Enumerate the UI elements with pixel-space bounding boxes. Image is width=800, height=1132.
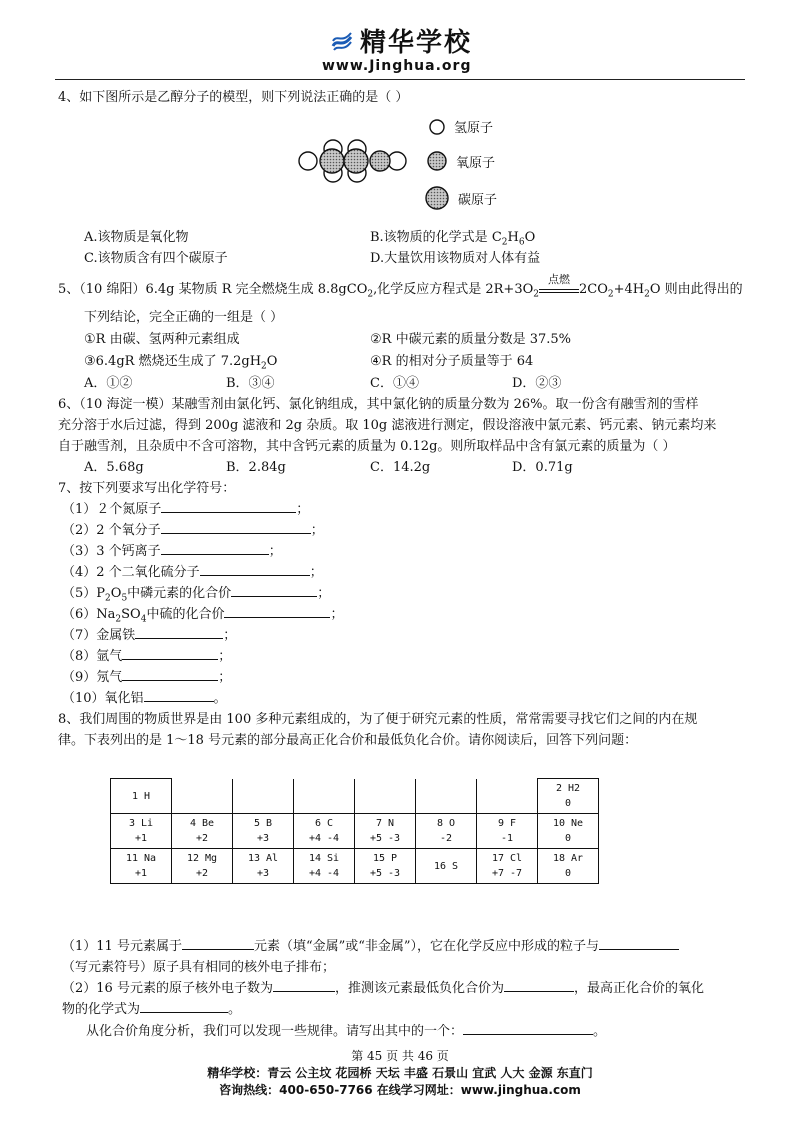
answer-blank[interactable] — [161, 521, 311, 534]
q6-line-2: 充分溶于水后过滤，得到 200g 滤液和 2g 杂质。取 10g 滤液进行测定，假设溶液中氯元素、钙元素、钠元素均来 — [58, 418, 717, 433]
ethanol-molecule-diagram — [296, 137, 410, 185]
q5-choice-c: C．①④ — [370, 376, 419, 391]
table-cell: 5 B +3 — [233, 814, 294, 849]
answer-blank[interactable] — [273, 979, 335, 992]
answer-blank[interactable] — [200, 563, 310, 576]
answer-blank[interactable] — [135, 626, 223, 639]
answer-blank[interactable] — [140, 1000, 228, 1013]
q7-item-8: （8）氩气 ； — [62, 649, 232, 664]
header-rule — [55, 79, 745, 80]
answer-blank[interactable] — [161, 542, 269, 555]
school-logo — [330, 22, 472, 59]
q8-line-2: 律。下表列出的是 1～18 号元素的部分最高正化合价和最低负化合价。请你阅读后，回答下列问题： — [58, 733, 638, 748]
q5-statement-4: ④R 的相对分子质量等于 64 — [370, 354, 534, 369]
q5-statement-2: ②R 中碳元素的质量分数是 37.5% — [370, 332, 572, 347]
q4-stem: 4、如下图所示是乙醇分子的模型，则下列说法正确的是（ ） — [58, 90, 409, 105]
element-valence-table — [110, 778, 599, 884]
q5-choice-b: B．③④ — [226, 376, 275, 391]
answer-blank[interactable] — [122, 647, 218, 660]
q7-item-7: （7）金属铁 ； — [62, 628, 237, 643]
q7-stem: 7、按下列要求写出化学符号： — [58, 481, 236, 496]
q5-choice-d: D．②③ — [512, 376, 562, 391]
carbon-atom — [344, 149, 368, 173]
hydrogen-atom — [388, 152, 406, 170]
table-row — [111, 814, 599, 849]
q7-item-2: （2）2 个氧分子 ； — [62, 523, 324, 538]
legend-oxygen — [426, 150, 495, 172]
q7-item-4: （4）2 个二氧化硫分子 ； — [62, 565, 323, 580]
q5-stem: 5、（10 绵阳）6.4g 某物质 R 完全燃烧生成 8.8gCO$_2$,化学反应方程式是 $2R+3O_2$ 点燃 $2CO_2+4H_2O$ 则由此得出的 — [58, 273, 743, 300]
school-name: 精华学校 — [360, 28, 473, 58]
hydrogen-atom — [299, 152, 317, 170]
table-cell: 15 P +5 -3 — [355, 849, 416, 884]
q6-line-1: 6、（10 海淀一模）某融雪剂由氯化钙、氯化钠组成，其中氯化钠的质量分数为 26%。取一份含有融雪剂的雪样 — [58, 397, 699, 412]
table-cell: 7 N +5 -3 — [355, 814, 416, 849]
school-url: www.Jinghua.org — [322, 58, 472, 74]
table-cell-he: 2 H2 0 — [538, 779, 599, 814]
q4-option-d: D.大量饮用该物质对人体有益 — [370, 251, 541, 266]
answer-blank[interactable] — [144, 689, 214, 702]
answer-blank[interactable] — [599, 937, 679, 950]
legend-hydrogen-label: 氢原子 — [454, 121, 494, 136]
answer-blank[interactable] — [161, 500, 296, 513]
q6-choice-b: B．2.84g — [226, 460, 286, 475]
table-cell: 8 O -2 — [416, 814, 477, 849]
answer-blank[interactable] — [231, 584, 317, 597]
footer-campuses: 精华学校：青云 公主坟 花园桥 天坛 丰盛 石景山 宜武 人大 金源 东直门 — [207, 1066, 593, 1080]
q8-line-1: 8、我们周围的物质世界是由 100 多种元素组成的，为了便于研究元素的性质，常常需要寻找它们之间的内在规 — [58, 712, 698, 727]
table-cell: 6 C +4 -4 — [294, 814, 355, 849]
q5-stem-line2: 下列结论，完全正确的一组是（ ） — [84, 310, 284, 325]
page-number: 第 45 页 共 46 页 — [351, 1049, 449, 1063]
table-cell: 9 F -1 — [477, 814, 538, 849]
answer-blank[interactable] — [182, 937, 254, 950]
table-cell: 12 Mg +2 — [172, 849, 233, 884]
q7-item-6: $(6)Na_2SO_4$中硫的化合价 ； — [62, 607, 344, 625]
q4-option-a: A.该物质是氧化物 — [84, 230, 189, 245]
answer-blank[interactable] — [463, 1022, 593, 1035]
table-cell: 17 Cl +7 -7 — [477, 849, 538, 884]
legend-hydrogen — [428, 117, 493, 136]
table-cell-h: 1 H — [111, 779, 172, 814]
table-cell: 18 Ar 0 — [538, 849, 599, 884]
q8-answer-1: （1）11 号元素属于 元素（填“金属”或“非金属”），它在化学反应中形成的粒子与 — [62, 935, 679, 954]
answer-blank[interactable] — [504, 979, 574, 992]
q7-item-5: $(5)P_2O_5$中磷元素的化合价 ； — [62, 586, 331, 604]
table-cell: 10 Ne 0 — [538, 814, 599, 849]
table-row — [111, 779, 599, 814]
carbon-atom — [320, 149, 344, 173]
q8-answer-2: （2）16 号元素的原子核外电子数为 ，推测该元素最低负化合价为 ，最高正化合价的氧化 — [62, 981, 704, 996]
q6-choice-c: C．14.2g — [370, 460, 431, 475]
q7-item-1: （1）２个氮原子 ； — [62, 502, 310, 517]
table-cell: 3 Li +1 — [111, 814, 172, 849]
q7-item-10: （10）氧化铝 。 — [62, 691, 227, 706]
reaction-condition: 点燃 — [539, 283, 579, 293]
table-cell-s: 16 S — [416, 849, 477, 884]
carbon-legend-icon — [424, 185, 450, 211]
q8-answer-1-cont: （写元素符号）原子具有相同的核外电子排布； — [62, 960, 336, 975]
q4-option-c: C.该物质含有四个碳原子 — [84, 251, 228, 266]
q4-option-b: B.该物质的化学式是 $C_2H_6O$ — [370, 230, 536, 248]
oxygen-legend-icon — [426, 150, 448, 172]
q8-answer-3: 从化合价角度分析，我们可以发现一些规律。请写出其中的一个： 。 — [86, 1024, 607, 1039]
q5-choice-a: A．①② — [84, 376, 133, 391]
q5-statement-1: ①R 由碳、氢两种元素组成 — [84, 332, 240, 347]
q8-answer-2-cont: 物的化学式为 。 — [62, 1002, 242, 1017]
answer-blank[interactable] — [122, 668, 218, 681]
table-cell: 11 Na +1 — [111, 849, 172, 884]
hydrogen-legend-icon — [428, 118, 446, 136]
footer-hotline: 咨询热线：400-650-7766 在线学习网址：www.jinghua.com — [219, 1083, 581, 1097]
table-row — [111, 849, 599, 884]
q7-item-3: （3）3 个钙离子 ； — [62, 544, 282, 559]
legend-carbon-label: 碳原子 — [458, 192, 498, 208]
q6-choice-a: A．5.68g — [84, 460, 144, 475]
table-cell: 14 Si +4 -4 — [294, 849, 355, 884]
table-cell: 13 Al +3 — [233, 849, 294, 884]
legend-carbon — [424, 185, 497, 211]
oxygen-atom — [370, 151, 390, 171]
answer-blank[interactable] — [224, 605, 330, 618]
jinghua-logo-icon — [330, 29, 354, 53]
q6-line-3: 自于融雪剂，且杂质中不含可溶物，其中含钙元素的质量为 0.12g。则所取样品中含有氯元素的质量为（ ） — [58, 439, 676, 454]
q7-item-9: （9）氖气 ； — [62, 670, 232, 685]
legend-oxygen-label: 氧原子 — [456, 155, 496, 171]
q6-choice-d: D．0.71g — [512, 460, 573, 475]
q5-statement-3: ③6.4gR 燃烧还生成了 $7.2gH_2O$ — [84, 354, 278, 372]
table-cell: 4 Be +2 — [172, 814, 233, 849]
